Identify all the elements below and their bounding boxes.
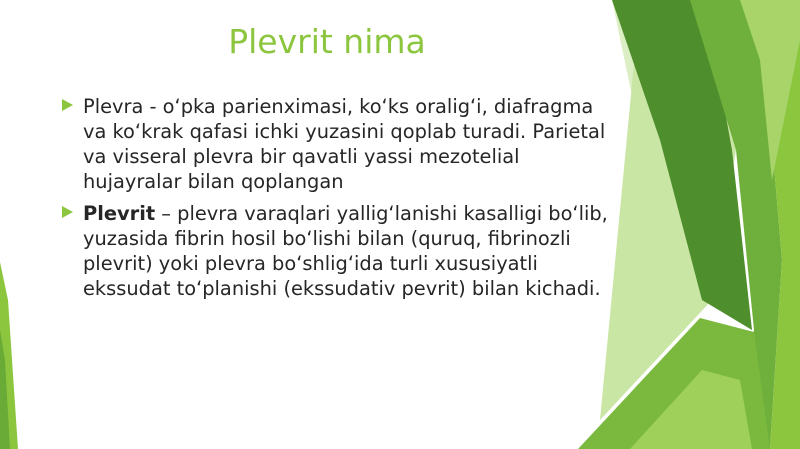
triangle-bullet-icon	[62, 99, 73, 111]
slide-title: Plevrit nima	[228, 22, 426, 61]
bullet-term: Plevrit	[83, 202, 156, 225]
bullet-item	[62, 94, 622, 194]
bullet-text: Plevra - o‘pka parienximasi, ko‘ks oralig‘i, diafragma va ko‘krak qafasi ichki yuzasini qoplab turadi. Parietal va visseral plevra bir qavatli yassi mezotelial hujayralar bilan qoplangan	[83, 95, 606, 193]
bullet-item	[62, 201, 622, 301]
bullet-text: – plevra varaqlari yallig‘lanishi kasalligi bo‘lib, yuzasida fibrin hosil bo‘lishi bilan (quruq, fibrinozli plevrit) yoki plevra bo‘shlig‘ida turli xususiyatli ekssudat to‘planishi (ekssudativ pevrit) bilan kichadi.	[83, 202, 608, 300]
triangle-bullet-icon	[62, 206, 73, 218]
bullet-list	[62, 94, 622, 308]
